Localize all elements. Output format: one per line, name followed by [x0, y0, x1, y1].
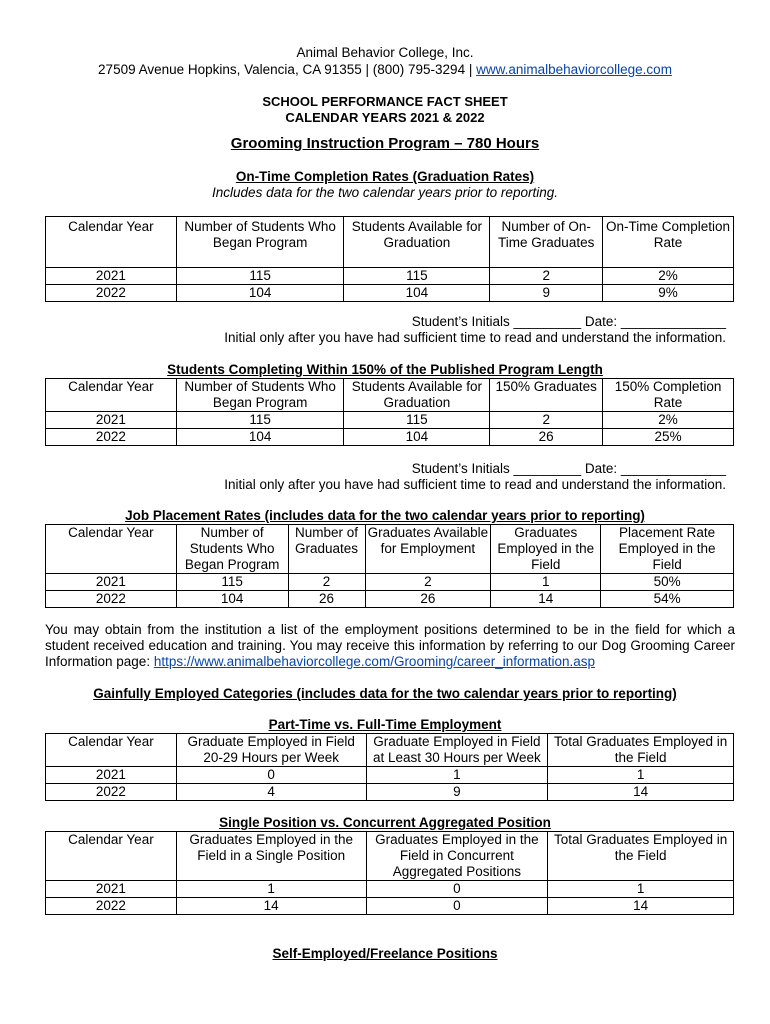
cell: 2	[288, 574, 365, 591]
cell: 0	[176, 767, 366, 784]
placement-table	[45, 524, 734, 608]
header-cell: Placement Rate Employed in the Field	[601, 525, 734, 574]
table-row	[46, 881, 734, 898]
ontime-table	[45, 216, 734, 302]
table-row	[46, 574, 734, 591]
cell: 14	[548, 784, 734, 801]
cell: 2021	[46, 268, 177, 285]
header-cell: 150% Graduates	[490, 379, 603, 412]
cell: 2021	[46, 412, 177, 429]
org-name: Animal Behavior College, Inc.	[296, 45, 474, 60]
table-row	[46, 429, 734, 446]
cell: 1	[491, 574, 601, 591]
parttime-title: Part-Time vs. Full-Time Employment	[268, 717, 502, 732]
cell: 2021	[46, 767, 177, 784]
initials-note-1: Initial only after you have had sufficient time to read and understand the information.	[224, 330, 726, 345]
cell: 14	[176, 898, 366, 915]
table-header-row	[46, 832, 734, 881]
cell: 50%	[601, 574, 734, 591]
cell: 2021	[46, 574, 177, 591]
header-cell: Graduates Employed in the Field in a Single Position	[176, 832, 366, 881]
cell: 115	[176, 574, 288, 591]
cell: 2022	[46, 285, 177, 302]
cell: 9	[366, 784, 548, 801]
cell: 0	[366, 881, 548, 898]
placement-note-text: You may obtain from the institution a list of the employment positions determined to be in the field for which a student received education and training. You may receive this information by referring to our Dog Grooming Career Information page:	[45, 622, 735, 669]
parttime-table	[45, 733, 734, 801]
cell: 9%	[603, 285, 734, 302]
cell: 115	[176, 268, 344, 285]
career-info-link[interactable]: https://www.animalbehaviorcollege.com/Grooming/career_information.asp	[153, 654, 596, 669]
initials-line-1: Student’s Initials _________ Date: ______________	[411, 314, 726, 329]
ontime-subtitle: Includes data for the two calendar years prior to reporting.	[212, 185, 558, 200]
header-cell: Total Graduates Employed in the Field	[548, 734, 734, 767]
initials-note-2: Initial only after you have had sufficient time to read and understand the information.	[224, 477, 726, 492]
gainful-title: Gainfully Employed Categories (includes data for the two calendar years prior to reporting)	[93, 686, 677, 701]
table-row	[46, 412, 734, 429]
ontime-title: On-Time Completion Rates (Graduation Rates)	[235, 169, 535, 184]
header-cell: Number of On-Time Graduates	[490, 217, 603, 268]
cell: 104	[176, 285, 344, 302]
cell: 25%	[603, 429, 734, 446]
header-cell: Graduates Employed in the Field in Concurrent Aggregated Positions	[366, 832, 548, 881]
cell: 14	[491, 591, 601, 608]
single-table	[45, 831, 734, 915]
cell: 2	[490, 412, 603, 429]
header-cell: On-Time Completion Rate	[603, 217, 734, 268]
within150-table	[45, 378, 734, 446]
within150-title: Students Completing Within 150% of the Published Program Length	[167, 362, 603, 377]
cell: 1	[548, 767, 734, 784]
cell: 2	[365, 574, 491, 591]
address-text: 27509 Avenue Hopkins, Valencia, CA 91355 | (800) 795-3294 |	[98, 62, 477, 77]
cell: 2022	[46, 898, 177, 915]
table-row	[46, 898, 734, 915]
placement-title: Job Placement Rates (includes data for the two calendar years prior to reporting)	[125, 508, 645, 523]
header-cell: Graduates Employed in the Field	[491, 525, 601, 574]
table-header-row	[46, 379, 734, 412]
cell: 2022	[46, 784, 177, 801]
cell: 104	[176, 429, 344, 446]
cell: 4	[176, 784, 366, 801]
cell: 26	[490, 429, 603, 446]
header-cell: Graduates Available for Employment	[365, 525, 491, 574]
selfemployed-title: Self-Employed/Freelance Positions	[272, 946, 498, 961]
header-cell: Number of Graduates	[288, 525, 365, 574]
header-cell: Number of Students Who Began Program	[176, 525, 288, 574]
cell: 115	[344, 412, 490, 429]
org-address	[0, 62, 770, 78]
header-cell: 150% Completion Rate	[603, 379, 734, 412]
header-cell: Calendar Year	[46, 832, 177, 881]
cell: 2022	[46, 591, 177, 608]
header-cell: Graduate Employed in Field 20-29 Hours per Week	[176, 734, 366, 767]
header-cell: Calendar Year	[46, 217, 177, 268]
cell: 0	[366, 898, 548, 915]
header-cell: Students Available for Graduation	[344, 379, 490, 412]
website-link[interactable]: www.animalbehaviorcollege.com	[476, 62, 672, 77]
cell: 26	[288, 591, 365, 608]
table-header-row	[46, 525, 734, 574]
cell: 1	[548, 881, 734, 898]
table-row	[46, 591, 734, 608]
doc-title-1: SCHOOL PERFORMANCE FACT SHEET	[262, 94, 508, 109]
cell: 104	[344, 429, 490, 446]
doc-title-2: CALENDAR YEARS 2021 & 2022	[285, 110, 485, 125]
cell: 1	[176, 881, 366, 898]
table-row	[46, 767, 734, 784]
table-row	[46, 285, 734, 302]
table-header-row	[46, 734, 734, 767]
cell: 9	[490, 285, 603, 302]
table-row	[46, 268, 734, 285]
header-cell: Number of Students Who Began Program	[176, 379, 344, 412]
header-cell: Calendar Year	[46, 525, 177, 574]
program-title: Grooming Instruction Program – 780 Hours	[230, 135, 540, 152]
header-cell: Calendar Year	[46, 379, 177, 412]
header-cell: Graduate Employed in Field at Least 30 Hours per Week	[366, 734, 548, 767]
cell: 2%	[603, 268, 734, 285]
cell: 115	[344, 268, 490, 285]
cell: 54%	[601, 591, 734, 608]
header-cell: Students Available for Graduation	[344, 217, 490, 268]
cell: 14	[548, 898, 734, 915]
header-cell: Total Graduates Employed in the Field	[548, 832, 734, 881]
header-cell: Number of Students Who Began Program	[176, 217, 344, 268]
cell: 26	[365, 591, 491, 608]
cell: 104	[176, 591, 288, 608]
cell: 115	[176, 412, 344, 429]
cell: 2	[490, 268, 603, 285]
single-title: Single Position vs. Concurrent Aggregated Position	[219, 815, 551, 830]
cell: 104	[344, 285, 490, 302]
initials-line-2: Student’s Initials _________ Date: ______________	[411, 461, 726, 476]
table-header-row	[46, 217, 734, 268]
cell: 2022	[46, 429, 177, 446]
cell: 1	[366, 767, 548, 784]
placement-note	[45, 622, 735, 670]
header-cell: Calendar Year	[46, 734, 177, 767]
cell: 2%	[603, 412, 734, 429]
table-row	[46, 784, 734, 801]
cell: 2021	[46, 881, 177, 898]
